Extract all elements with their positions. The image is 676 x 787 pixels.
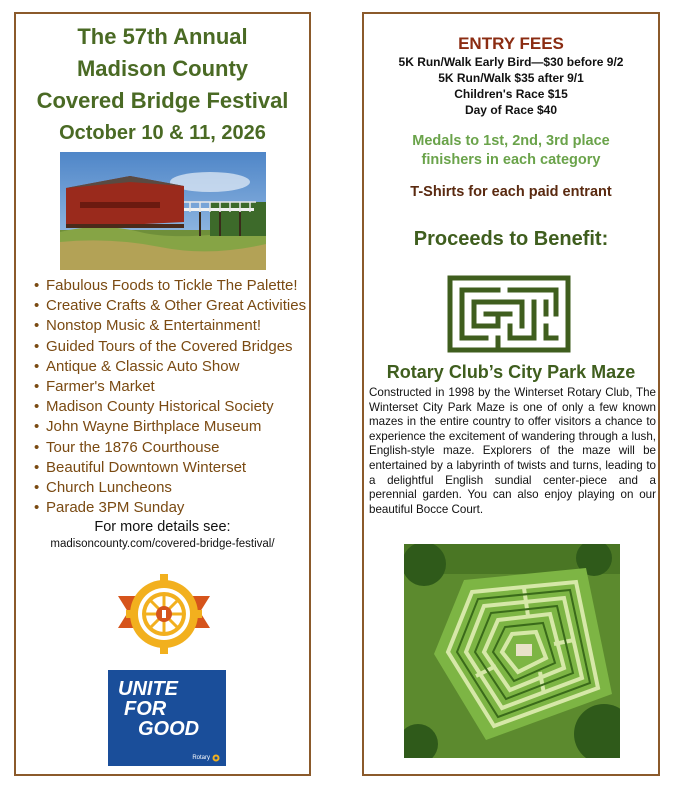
feature-item [34,498,314,518]
for-line: FOR [124,698,167,720]
feature-item [34,438,314,458]
feature-text: Madison County Historical Society [46,398,274,416]
medals-line2: finishers in each category [421,152,601,168]
race-panel [362,12,660,776]
feature-item [34,377,314,397]
feature-text: Church Luncheons [46,479,172,497]
feature-text: Creative Crafts & Other Great Activities [46,297,307,315]
bullet-icon: • [34,317,40,335]
feature-item [34,357,314,377]
feature-text: Farmer's Market [46,378,155,396]
feature-item [34,337,314,357]
feature-text: Tour the 1876 Courthouse [46,438,220,456]
festival-title-line2: Madison County [76,56,249,81]
bullet-icon: • [34,357,40,375]
feature-item [34,458,314,478]
fee-item: 5K Run/Walk $35 after 9/1 [438,71,584,85]
rotary-small-mark: Rotary [192,754,220,762]
rotary-wheel-icon [114,574,214,654]
feature-item [34,276,314,296]
maze-title: Rotary Club’s City Park Maze [386,362,636,382]
fee-item: 5K Run/Walk Early Bird—$30 before 9/2 [398,55,624,69]
fee-item: Children's Race $15 [454,87,568,101]
feature-text: Nonstop Music & Entertainment! [46,317,262,335]
bullet-icon: • [34,438,40,456]
fee-item: Day of Race $40 [464,103,558,117]
feature-item [34,478,314,498]
feature-text: Fabulous Foods to Tickle The Palette! [46,277,298,294]
bullet-icon: • [34,277,40,294]
festival-title-line1: The 57th Annual [77,24,248,49]
festival-date: October 10 & 11, 2026 [59,122,266,144]
unite-line: UNITE [118,678,178,700]
feature-text: Antique & Classic Auto Show [46,357,240,375]
maze-icon [446,274,572,354]
feature-text: John Wayne Birthplace Museum [46,418,262,436]
feature-item [34,316,314,336]
good-line: GOOD [138,718,200,740]
details-label: For more details see: [94,519,231,535]
bullet-icon: • [34,479,40,497]
maze-description: Constructed in 1998 by the Winterset Rotary Club, The Winterset City Park Maze is one of only a few known mazes in the entire country to offer visitors a chance to experience the excitement of wandering through a lush, English-style maze. Explorers of the maze will be entertained by a labyrinth of twists and turns, leading to a delightful English sundial center-piece and a perennial garden. You can also enjoy playing on our beautiful Bocce Court. [369,386,656,516]
feature-item [34,397,314,417]
feature-item [34,296,314,316]
festival-features-list [34,276,314,518]
details-url[interactable]: madisoncounty.com/covered-bridge-festival/ [50,538,275,550]
feature-text: Parade 3PM Sunday [46,499,185,517]
feature-text: Beautiful Downtown Winterset [46,458,247,476]
bullet-icon: • [34,297,40,315]
entry-fees-title: ENTRY FEES [458,34,564,53]
medals-text [364,132,658,170]
bullet-icon: • [34,378,40,396]
bullet-icon: • [34,458,40,476]
entry-fees-list [364,54,658,118]
feature-item [34,417,314,437]
unite-for-good-logo [108,670,226,766]
covered-bridge-photo [60,152,266,270]
bullet-icon: • [34,398,40,416]
bullet-icon: • [34,337,40,355]
maze-aerial-photo [404,544,620,758]
festival-panel [14,12,311,776]
bullet-icon: • [34,499,40,517]
medals-line1: Medals to 1st, 2nd, 3rd place [412,133,610,149]
feature-text: Guided Tours of the Covered Bridges [46,337,293,355]
tshirts-text: T-Shirts for each paid entrant [410,184,612,200]
festival-title-line3: Covered Bridge Festival [36,88,289,113]
proceeds-heading: Proceeds to Benefit: [413,228,609,250]
bullet-icon: • [34,418,40,436]
rotary-small-icon [212,754,220,762]
